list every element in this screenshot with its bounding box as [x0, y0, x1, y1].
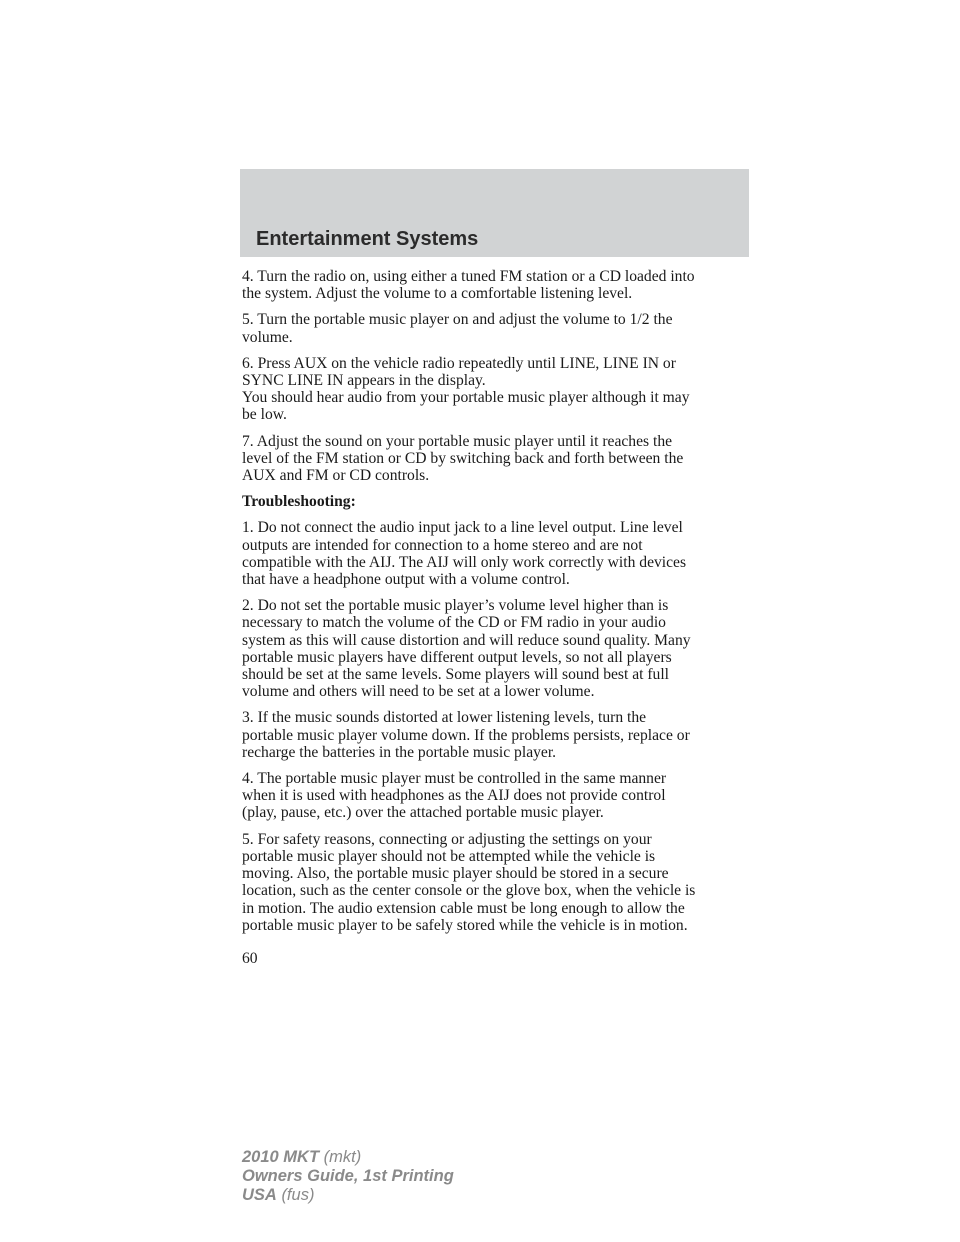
text-line: AUX and FM or CD controls. [242, 467, 430, 485]
text-line: outputs are intended for connection to a home stereo and are not [242, 536, 643, 554]
text-line: should be set at the same levels. Some players will sound best at full [242, 666, 670, 684]
text-line: that have a headphone output with a volume control. [242, 571, 570, 589]
text-line: 3. If the music sounds distorted at lower listening levels, turn the [242, 709, 647, 727]
text-line: when it is used with headphones as the AIJ does not provide control [242, 787, 666, 805]
footer-model-code: (mkt) [323, 1148, 362, 1166]
footer-model-line [242, 1148, 454, 1167]
text-line: the system. Adjust the volume to a comfortable listening level. [242, 285, 633, 303]
text-line: compatible with the AIJ. The AIJ will only work correctly with devices [242, 553, 687, 571]
text-line: 4. Turn the radio on, using either a tuned FM station or a CD loaded into [242, 268, 695, 285]
paragraph-step-5 [242, 311, 757, 345]
text-line: portable music players have different output levels, so not all players [242, 648, 672, 666]
text-line: 4. The portable music player must be controlled in the same manner [242, 770, 667, 788]
page-number: 60 [242, 950, 258, 967]
troubleshooting-item-5 [242, 831, 757, 934]
text-line: level of the FM station or CD by switching back and forth between the [242, 449, 684, 467]
troubleshooting-item-2 [242, 597, 757, 700]
troubleshooting-heading: Troubleshooting: [242, 493, 356, 511]
text-line: You should hear audio from your portable music player although it may [242, 389, 690, 407]
text-line: volume and others will need to be set at a lower volume. [242, 683, 595, 701]
print-footer [242, 1148, 454, 1205]
text-line: recharge the batteries in the portable music player. [242, 743, 557, 761]
text-line: 1. Do not connect the audio input jack to a line level output. Line level [242, 519, 683, 537]
text-line: SYNC LINE IN appears in the display. [242, 372, 486, 390]
text-line: portable music player volume down. If the problems persists, replace or [242, 726, 690, 744]
text-line: location, such as the center console or the glove box, when the vehicle is [242, 882, 696, 900]
paragraph-step-7 [242, 433, 757, 485]
troubleshooting-item-1 [242, 519, 757, 588]
text-line: be low. [242, 406, 287, 424]
text-line: 5. For safety reasons, connecting or adjusting the settings on your [242, 830, 652, 848]
footer-market-line [242, 1186, 454, 1205]
section-title: Entertainment Systems [256, 228, 479, 250]
text-line: 2. Do not set the portable music player’s volume level higher than is [242, 597, 669, 615]
text-line: 6. Press AUX on the vehicle radio repeatedly until LINE, LINE IN or [242, 354, 676, 372]
section-header-band [240, 169, 749, 257]
troubleshooting-item-4 [242, 770, 757, 822]
text-line: (play, pause, etc.) over the attached portable music player. [242, 804, 604, 822]
text-line: 5. Turn the portable music player on and adjust the volume to 1/2 the [242, 311, 673, 329]
text-line: in motion. The audio extension cable must be long enough to allow the [242, 899, 685, 917]
footer-printing: Owners Guide, 1st Printing [242, 1167, 454, 1185]
text-line: portable music player should not be attempted while the vehicle is [242, 847, 656, 865]
footer-market: USA [242, 1186, 277, 1204]
footer-market-code: (fus) [281, 1186, 315, 1204]
paragraph-step-4 [242, 268, 757, 302]
text-line: volume. [242, 328, 293, 346]
text-line: 7. Adjust the sound on your portable music player until it reaches the [242, 432, 673, 450]
page-body [242, 268, 757, 943]
text-line: necessary to match the volume of the CD or FM radio in your audio [242, 614, 666, 632]
text-line: portable music player to be safely stored while the vehicle is in motion. [242, 916, 688, 934]
footer-model: 2010 MKT [242, 1148, 320, 1166]
troubleshooting-item-3 [242, 709, 757, 761]
text-line: moving. Also, the portable music player should be stored in a secure [242, 865, 669, 883]
text-line: system as this will cause distortion and will reduce sound quality. Many [242, 631, 691, 649]
paragraph-step-6 [242, 355, 757, 424]
